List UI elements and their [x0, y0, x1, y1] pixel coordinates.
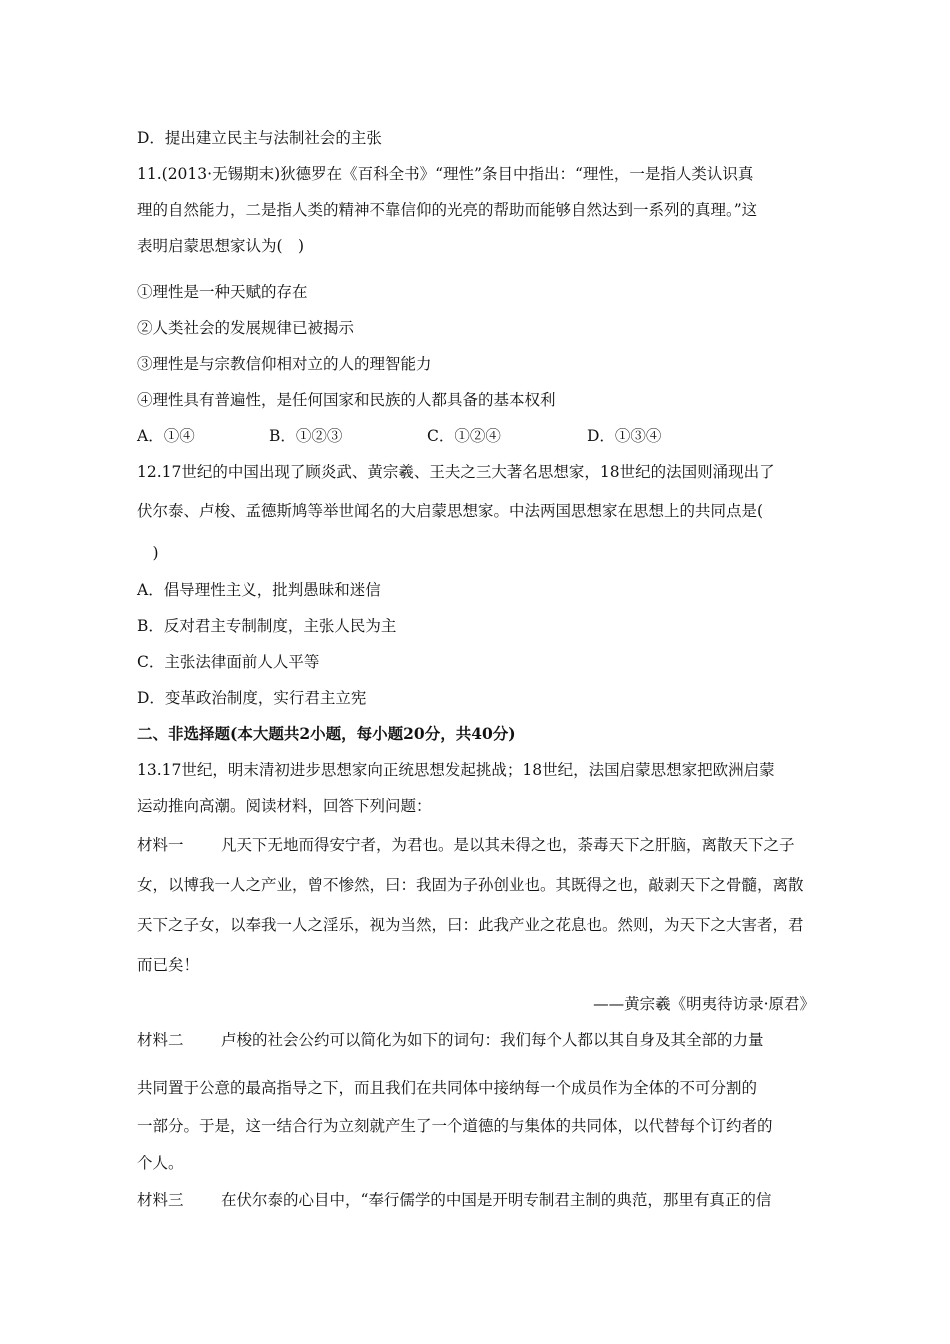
material-1-line-4: 而已矣！ — [137, 956, 200, 974]
material-2-line-3: 一部分。于是，这一结合行为立刻就产生了一个道德的与集体的共同体，以代替每个订约者的 — [137, 1117, 773, 1135]
q11-option-c: C．①②④ — [427, 427, 501, 445]
q12-option-b: B．反对君主专制制度，主张人民为主 — [137, 617, 397, 635]
q12-stem-line-3: ) — [137, 544, 159, 562]
q12-option-d: D．变革政治制度，实行君主立宪 — [137, 689, 367, 707]
q11-options — [137, 426, 817, 446]
q11-stem-line-1: 11.(2013·无锡期末)狄德罗在《百科全书》“理性”条目中指出：“理性，一是指人类认识真 — [137, 165, 754, 183]
q10-option-d: D．提出建立民主与法制社会的主张 — [137, 129, 382, 147]
q12-stem-line-2: 伏尔泰、卢梭、孟德斯鸠等举世闻名的大启蒙思想家。中法两国思想家在思想上的共同点是( — [137, 502, 764, 520]
q11-option-a: A．①④ — [137, 427, 195, 445]
material-3-text: 在伏尔泰的心目中，“奉行儒学的中国是开明专制君主制的典范，那里有真正的信 — [221, 1191, 772, 1209]
material-2-line-2: 共同置于公意的最高指导之下，而且我们在共同体中接纳每一个成员作为全体的不可分割的 — [137, 1079, 758, 1097]
material-1-label: 材料一 — [137, 836, 184, 854]
q13-stem-line-1: 13.17世纪，明末清初进步思想家向正统思想发起挑战；18世纪，法国启蒙思想家把欧洲启蒙 — [137, 761, 775, 779]
material-1-line-1 — [137, 835, 817, 855]
q11-statement-2: ②人类社会的发展规律已被揭示 — [137, 319, 355, 337]
material-1-source: ——黄宗羲《明夷待访录·原君》 — [593, 995, 815, 1013]
material-2-line-4: 个人。 — [137, 1154, 184, 1172]
q11-option-d: D．①③④ — [587, 427, 662, 445]
material-2-text: 卢梭的社会公约可以简化为如下的词句：我们每个人都以其自身及其全部的力量 — [221, 1031, 764, 1049]
q13-stem-line-2: 运动推向高潮。阅读材料，回答下列问题： — [137, 797, 432, 815]
q11-stem-line-3: 表明启蒙思想家认为( ) — [137, 237, 305, 255]
q11-stem-line-2: 理的自然能力，二是指人类的精神不靠信仰的光亮的帮助而能够自然达到一系列的真理。”这 — [137, 201, 758, 219]
material-2-label: 材料二 — [137, 1031, 184, 1049]
q11-statement-3: ③理性是与宗教信仰相对立的人的理智能力 — [137, 355, 432, 373]
material-2-line-1 — [137, 1030, 817, 1050]
material-3-label: 材料三 — [137, 1191, 184, 1209]
material-3-line-1 — [137, 1190, 817, 1210]
q12-option-c: C．主张法律面前人人平等 — [137, 653, 320, 671]
material-1-line-3: 天下之子女，以奉我一人之淫乐，视为当然，曰：此我产业之花息也。然则，为天下之大害者，君 — [137, 916, 804, 934]
q11-statement-1: ①理性是一种天赋的存在 — [137, 283, 308, 301]
q11-statement-4: ④理性具有普遍性，是任何国家和民族的人都具备的基本权利 — [137, 391, 556, 409]
q11-option-b: B．①②③ — [269, 427, 343, 445]
q12-option-a: A．倡导理性主义，批判愚昧和迷信 — [137, 581, 381, 599]
section-2-heading: 二、非选择题(本大题共2小题，每小题20分，共40分) — [137, 724, 516, 743]
material-1-line-2: 女，以博我一人之产业，曾不惨然，曰：我固为子孙创业也。其既得之也，敲剥天下之骨髓，离散 — [137, 876, 804, 894]
q12-stem-line-1: 12.17世纪的中国出现了顾炎武、黄宗羲、王夫之三大著名思想家，18世纪的法国则涌现出了 — [137, 463, 775, 481]
material-1-text: 凡天下无地而得安宁者，为君也。是以其未得之也，荼毒天下之肝脑，离散天下之子 — [221, 836, 795, 854]
